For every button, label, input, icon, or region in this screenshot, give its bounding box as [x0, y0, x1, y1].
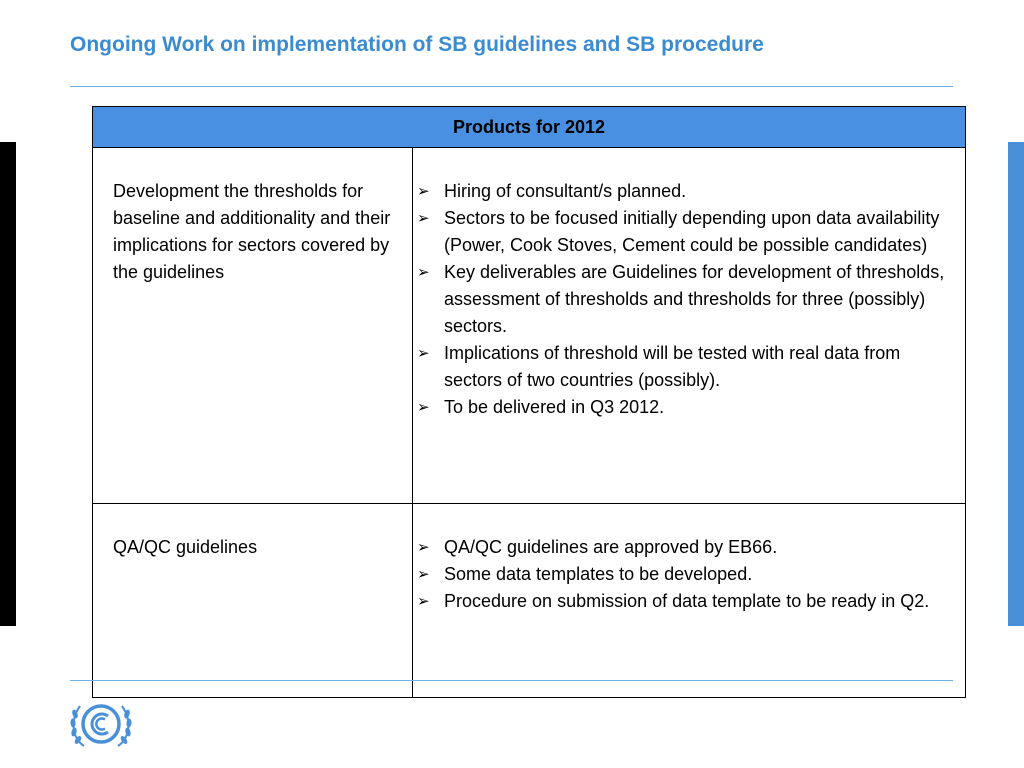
row-label: QA/QC guidelines	[93, 504, 413, 698]
row-label: Development the thresholds for baseline and additionality and their implications for sectors covered by the guidelines	[93, 148, 413, 504]
products-table	[92, 106, 966, 698]
list-item: ➢ Hiring of consultant/s planned.	[415, 178, 959, 205]
list-item: ➢ Implications of threshold will be tested with real data from sectors of two countries (possibly).	[415, 340, 959, 394]
arrow-bullet-icon: ➢	[417, 183, 430, 200]
arrow-bullet-icon: ➢	[417, 539, 430, 556]
table-row	[93, 148, 966, 504]
arrow-bullet-icon: ➢	[417, 210, 430, 227]
table-row	[93, 504, 966, 698]
row-content	[413, 148, 966, 504]
title-divider	[70, 86, 953, 87]
list-item: ➢ Some data templates to be developed.	[415, 561, 959, 588]
right-accent-bar	[1008, 142, 1024, 626]
list-item: ➢ Key deliverables are Guidelines for development of thresholds, assessment of thresholds and thresholds for three (possibly) sectors.	[415, 259, 959, 340]
row-content	[413, 504, 966, 698]
slide-title: Ongoing Work on implementation of SB guidelines and SB procedure	[70, 33, 764, 56]
list-item: ➢ Procedure on submission of data template to be ready in Q2.	[415, 588, 959, 615]
arrow-bullet-icon: ➢	[417, 399, 430, 416]
list-item: ➢ Sectors to be focused initially depending upon data availability (Power, Cook Stoves, Cement could be possible candidates)	[415, 205, 959, 259]
list-item: ➢ QA/QC guidelines are approved by EB66.	[415, 534, 959, 561]
bullet-list	[415, 534, 959, 615]
list-item: ➢ To be delivered in Q3 2012.	[415, 394, 959, 421]
arrow-bullet-icon: ➢	[417, 264, 430, 281]
arrow-bullet-icon: ➢	[417, 566, 430, 583]
unfccc-logo-icon	[66, 696, 136, 754]
arrow-bullet-icon: ➢	[417, 345, 430, 362]
table-header: Products for 2012	[93, 107, 966, 148]
footer-divider	[70, 680, 953, 681]
left-accent-bar	[0, 142, 16, 626]
bullet-list	[415, 178, 959, 421]
arrow-bullet-icon: ➢	[417, 593, 430, 610]
